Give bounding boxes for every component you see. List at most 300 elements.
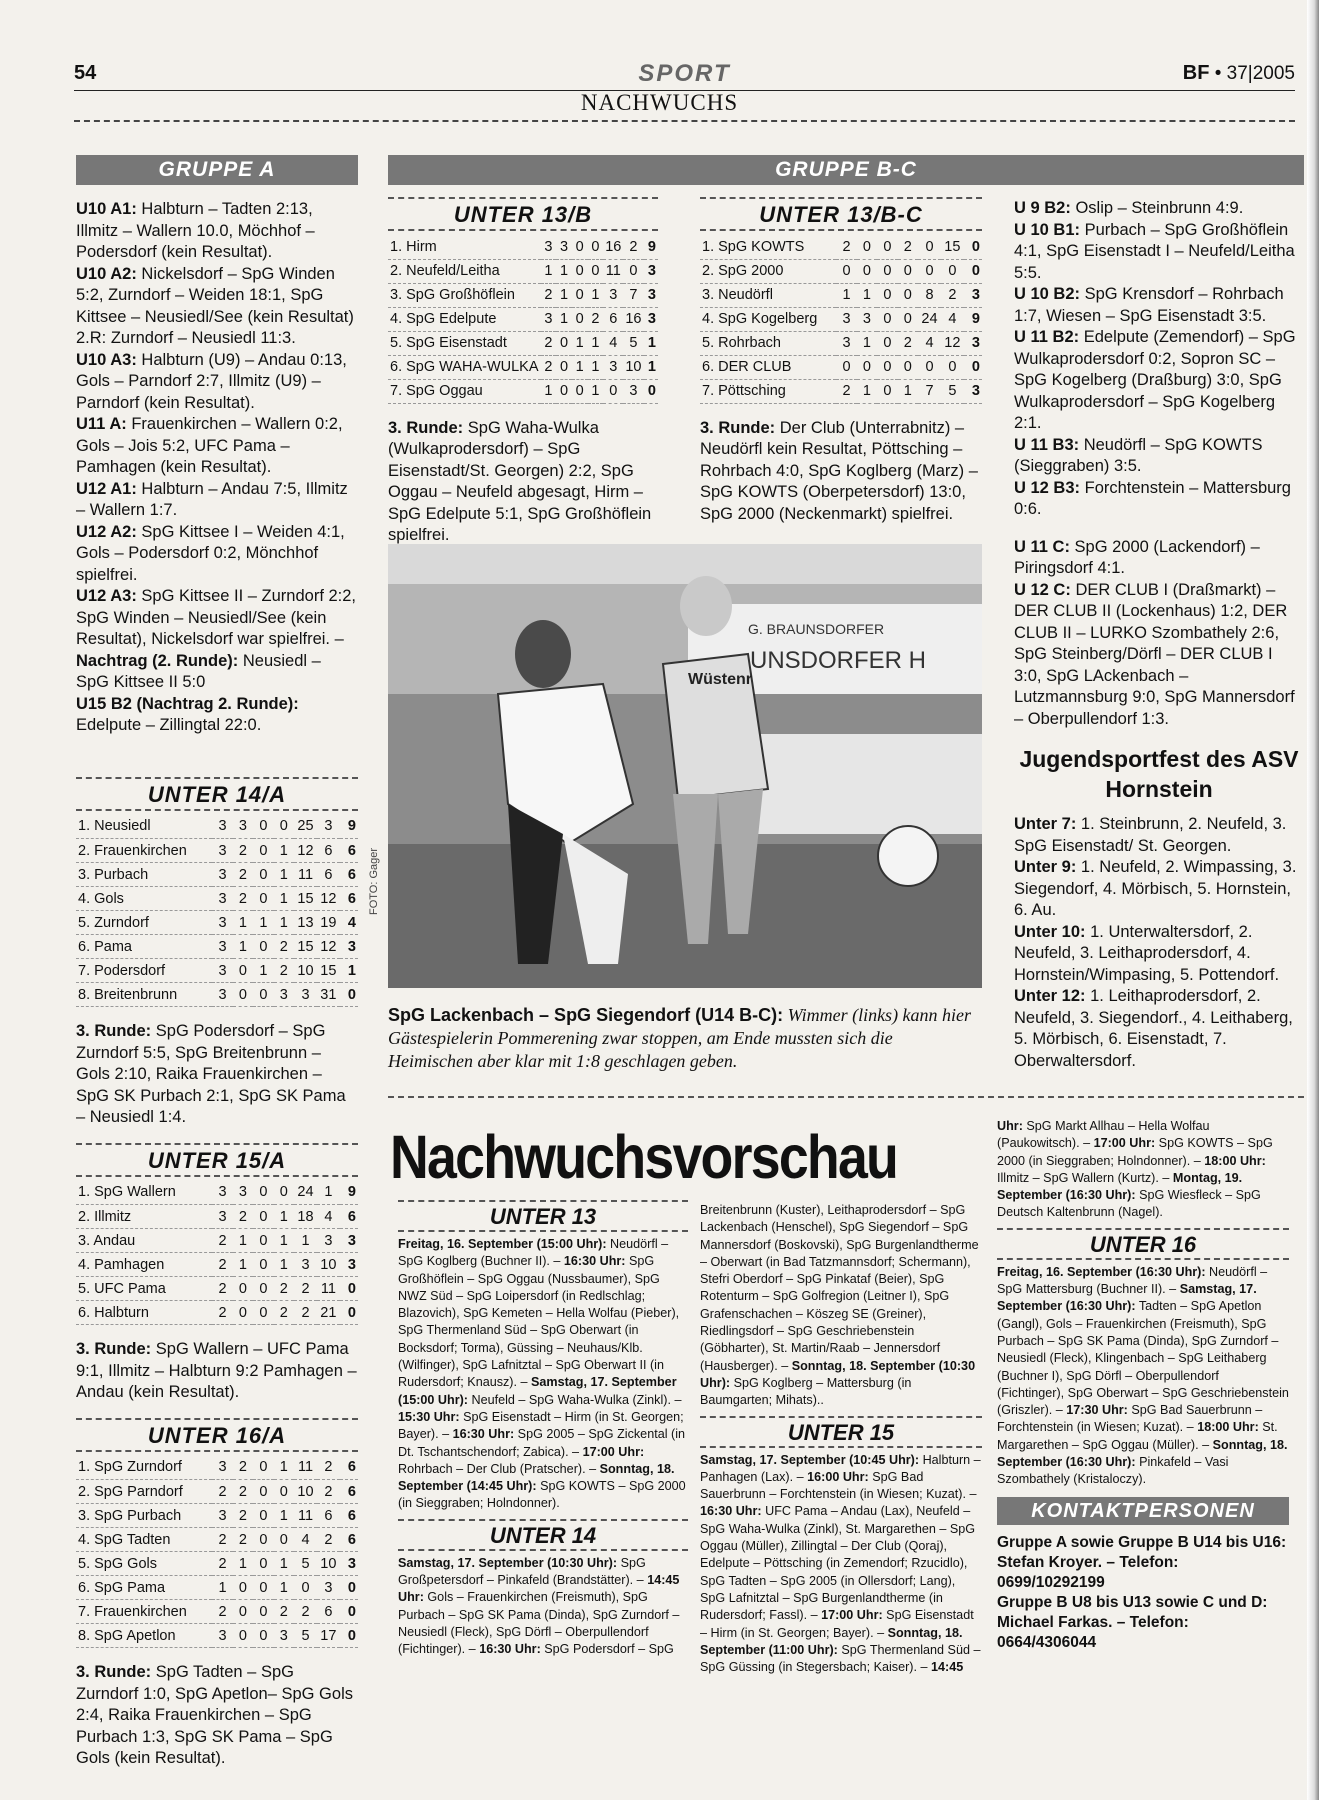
team-name: 5. Zurndorf: [76, 911, 212, 935]
stat-cell: 1: [274, 863, 294, 887]
stat-cell: 5: [623, 331, 643, 355]
round-results: 3. Runde: SpG Tadten – SpG Zurndorf 1:0, SpG Apetlon– SpG Gols 2:4, Raika Frauenkirchen – SpG Purbach 1:3, SpG SK Pama – SpG Gols (kein Resultat).: [76, 1663, 353, 1767]
stat-cell: 2: [274, 935, 294, 959]
stat-cell: 1: [644, 355, 659, 379]
gruppe-a-paragraph: U10 A3: Halbturn (U9) – Andau 0:13, Gols – Parndorf 2:7, Illmitz (U9) – Parndorf (kein Resultat).: [76, 350, 347, 412]
stat-cell: 0: [253, 1528, 273, 1552]
stat-cell: 1: [253, 959, 273, 983]
stat-cell: 6: [317, 1504, 340, 1528]
stat-cell: 1: [233, 1229, 253, 1253]
stat-cell: 12: [294, 839, 317, 863]
stat-cell: 0: [964, 259, 982, 283]
table-row: [76, 1205, 358, 1229]
stat-cell: 1: [588, 283, 604, 307]
gruppe-a-paragraph: U10 A1: Halbturn – Tadten 2:13, Illmitz – Wallern 10.0, Möchhof – Podersdorf (kein Resultat).: [76, 200, 315, 261]
round-results: 3. Runde: Der Club (Unterrabnitz) – Neudörfl kein Resultat, Pöttsching – Rohrbach 4:0, SpG Koglberg (Marz) – SpG KOWTS (Oberpetersdorf) 13:0, SpG 2000 (Neckenmarkt) spielfrei.: [700, 418, 978, 523]
u15-fixtures-cont: Uhr: SpG Markt Allhau – Hella Wolfau (Paukowitsch). – 17:00 Uhr: SpG KOWTS – SpG 2000 (in Sieggraben; Holndonner). – 18:00 Uhr: Illmitz – SpG Wallern (Kurtz). – Montag, 19. September (16:30 Uhr): SpG Wiesfleck – SpG Deutsch Kaltenbrunn (Nagel).: [997, 1119, 1273, 1220]
team-name: 2. SpG Parndorf: [76, 1480, 212, 1504]
u15-header: UNTER 15: [700, 1416, 982, 1448]
standings-table: [76, 1456, 358, 1649]
table-row: [700, 283, 982, 307]
table-row: [76, 935, 358, 959]
stat-cell: 2: [212, 1600, 232, 1624]
stat-cell: 1: [644, 331, 659, 355]
team-name: 5. SpG Eisenstadt: [388, 331, 541, 355]
stat-cell: 0: [877, 283, 897, 307]
team-name: 7. SpG Oggau: [388, 379, 541, 403]
right-b-paragraph: U 9 B2: Oslip – Steinbrunn 4:9.: [1014, 199, 1244, 217]
stat-cell: 3: [964, 331, 982, 355]
stat-cell: 3: [836, 331, 856, 355]
page-header: [74, 56, 1295, 90]
stat-cell: 0: [572, 307, 588, 331]
stat-cell: 0: [340, 1600, 358, 1624]
stat-cell: 0: [253, 983, 273, 1007]
stat-cell: 2: [212, 1229, 232, 1253]
table-row: [700, 235, 982, 259]
stat-cell: 0: [233, 983, 253, 1007]
stat-cell: 6: [340, 839, 358, 863]
stat-cell: 25: [294, 815, 317, 839]
team-name: 6. SpG WAHA-WULKA: [388, 355, 541, 379]
stat-cell: 2: [212, 1528, 232, 1552]
section-title: SPORT: [638, 60, 731, 87]
stat-cell: 0: [588, 259, 604, 283]
stat-cell: 0: [253, 1301, 273, 1325]
stat-cell: 0: [253, 1576, 273, 1600]
stat-cell: 2: [294, 1277, 317, 1301]
team-name: 4. SpG Kogelberg: [700, 307, 836, 331]
stat-cell: 0: [253, 1600, 273, 1624]
table-row: [700, 379, 982, 403]
table-row: [76, 1456, 358, 1480]
stat-cell: 6: [340, 1205, 358, 1229]
stat-cell: 0: [253, 1253, 273, 1277]
table-row: [76, 1181, 358, 1205]
stat-cell: 2: [317, 1480, 340, 1504]
stat-cell: 4: [941, 307, 964, 331]
stat-cell: 12: [317, 887, 340, 911]
table-title: UNTER 14/A: [76, 777, 358, 811]
stat-cell: 31: [317, 983, 340, 1007]
stat-cell: 3: [541, 307, 557, 331]
stat-cell: 0: [556, 379, 572, 403]
stat-cell: 2: [941, 283, 964, 307]
stat-cell: 2: [836, 379, 856, 403]
round-results: 3. Runde: SpG Podersdorf – SpG Zurndorf 5:5, SpG Breitenbrunn – Gols 2:10, Raika Frauenkirchen – SpG SK Purbach 2:1, SpG SK Pama – Neusiedl 1:4.: [76, 1022, 346, 1126]
table-u14a: [76, 777, 358, 1129]
u14-header: UNTER 14: [398, 1519, 688, 1551]
stat-cell: 0: [898, 355, 918, 379]
gruppe-a-paragraph: U11 A: Frauenkirchen – Wallern 0:2, Gols – Jois 5:2, UFC Pama – Pamhagen (kein Resultat).: [76, 415, 343, 476]
stat-cell: 16: [603, 235, 623, 259]
stat-cell: 0: [253, 1229, 273, 1253]
right-results-b: [1014, 198, 1304, 521]
stat-cell: 3: [294, 1253, 317, 1277]
stat-cell: 24: [294, 1181, 317, 1205]
stat-cell: 0: [253, 839, 273, 863]
jugend-paragraph: Unter 10: 1. Unterwaltersdorf, 2. Neufeld, 3. Leithaprodersdorf, 4. Hornstein/Wimpasing, 5. Pottendorf.: [1014, 922, 1280, 984]
stat-cell: 0: [274, 1528, 294, 1552]
stat-cell: 0: [877, 235, 897, 259]
stat-cell: 0: [233, 1600, 253, 1624]
stat-cell: 11: [294, 1456, 317, 1480]
stat-cell: 11: [317, 1277, 340, 1301]
round-results: 3. Runde: SpG Waha-Wulka (Wulkaprodersdorf) – SpG Eisenstadt/St. Georgen) 2:2, SpG Oggau – Neufeld abgesagt, Hirm – SpG Edelpute 5:1, SpG Großhöflein spielfrei.: [388, 418, 652, 544]
stat-cell: 2: [836, 235, 856, 259]
photo-credit: FOTO: Gager: [368, 847, 380, 915]
table-title: UNTER 13/B-C: [700, 197, 982, 231]
table-row: [76, 959, 358, 983]
kontakt-line-1: Gruppe A sowie Gruppe B U14 bis U16: Stefan Kroyer. – Telefon:: [997, 1533, 1287, 1571]
page-number: 54: [74, 62, 97, 84]
stat-cell: 2: [233, 1528, 253, 1552]
stat-cell: 2: [212, 1277, 232, 1301]
team-name: 3. Purbach: [76, 863, 212, 887]
stat-cell: 0: [253, 863, 273, 887]
stat-cell: 2: [233, 839, 253, 863]
stat-cell: 0: [964, 355, 982, 379]
gruppe-a-paragraph: U12 A3: SpG Kittsee II – Zurndorf 2:2, SpG Winden – Neusiedl/See (kein Resultat), Nickelsdorf war spielfrei. –: [76, 587, 357, 648]
stat-cell: 4: [603, 331, 623, 355]
stat-cell: 1: [274, 887, 294, 911]
stat-cell: 5: [294, 1624, 317, 1648]
standings-table: [700, 235, 982, 404]
stat-cell: 1: [274, 1504, 294, 1528]
team-name: 5. SpG Gols: [76, 1552, 212, 1576]
table-title: UNTER 16/A: [76, 1418, 358, 1452]
kontakt-line-2: Gruppe B U8 bis U13 sowie C und D: Michael Farkas. – Telefon:: [997, 1593, 1268, 1631]
stat-cell: 3: [212, 1181, 232, 1205]
shirt-text: Wüstenr: [688, 671, 752, 688]
stat-cell: 0: [836, 259, 856, 283]
stat-cell: 3: [603, 283, 623, 307]
team-name: 2. Neufeld/Leitha: [388, 259, 541, 283]
u14-fixtures: Samstag, 17. September (10:30 Uhr): SpG Großpetersdorf – Pinkafeld (Brandstätter). – 14:45 Uhr: Gols – Frauenkirchen (Freismuth), SpG Purbach – SpG SK Pama (Dinda), SpG Zurndorf – Neusiedl (Fleck), SpG Dörfl – Oberpullendorf (Fichtinger). – 16:30 Uhr: SpG Podersdorf – SpG: [398, 1555, 680, 1657]
stat-cell: 0: [857, 355, 877, 379]
stat-cell: 1: [857, 379, 877, 403]
team-name: 3. Neudörfl: [700, 283, 836, 307]
stat-cell: 6: [340, 1528, 358, 1552]
team-name: 6. SpG Pama: [76, 1576, 212, 1600]
stat-cell: 2: [233, 863, 253, 887]
stat-cell: 3: [212, 839, 232, 863]
right-c-paragraph: U 11 C: SpG 2000 (Lackendorf) – Piringsdorf 4:1.: [1014, 537, 1260, 577]
jugend-paragraph: Unter 9: 1. Neufeld, 2. Wimpassing, 3. Siegendorf, 4. Mörbisch, 5. Hornstein, 6. Au.: [1014, 858, 1297, 919]
stat-cell: 0: [603, 379, 623, 403]
stat-cell: 5: [941, 379, 964, 403]
stat-cell: 3: [274, 983, 294, 1007]
stat-cell: 6: [340, 1456, 358, 1480]
team-name: 3. SpG Großhöflein: [388, 283, 541, 307]
stat-cell: 0: [623, 259, 643, 283]
stat-cell: 1: [233, 911, 253, 935]
table-row: [76, 839, 358, 863]
stat-cell: 24: [918, 307, 941, 331]
table-u16a: [76, 1418, 358, 1770]
stat-cell: 12: [317, 935, 340, 959]
stat-cell: 2: [233, 1504, 253, 1528]
gruppe-a-paragraph: U12 A2: SpG Kittsee I – Weiden 4:1, Gols – Podersdorf 0:2, Mönchhof spielfrei.: [76, 522, 345, 584]
right-b-paragraph: U 10 B2: SpG Krensdorf – Rohrbach 1:7, Wiesen – SpG Eisenstadt 3:5.: [1014, 285, 1284, 325]
subsection-title: NACHWUCHS: [580, 90, 739, 115]
team-name: 2. SpG 2000: [700, 259, 836, 283]
stat-cell: 19: [317, 911, 340, 935]
stat-cell: 1: [233, 1253, 253, 1277]
stat-cell: 0: [877, 259, 897, 283]
stat-cell: 3: [212, 959, 232, 983]
team-name: 1. Hirm: [388, 235, 541, 259]
stat-cell: 3: [233, 815, 253, 839]
stat-cell: 2: [294, 1301, 317, 1325]
table-title: UNTER 13/B: [388, 197, 658, 231]
match-photo: [388, 544, 982, 988]
team-name: 4. Gols: [76, 887, 212, 911]
photo-caption: SpG Lackenbach – SpG Siegendorf (U14 B-C): Wimmer (links) kann hier Gästespielerin Pommerening zwar stoppen, am Ende mussten sich die Heimischen aber klar mit 1:8 geschlagen geben.: [388, 1005, 972, 1071]
table-row: [76, 983, 358, 1007]
page-fold: [1307, 0, 1319, 1800]
stat-cell: 10: [623, 355, 643, 379]
stat-cell: 1: [898, 379, 918, 403]
stat-cell: 2: [588, 307, 604, 331]
stat-cell: 3: [212, 863, 232, 887]
stat-cell: 3: [212, 815, 232, 839]
stat-cell: 13: [294, 911, 317, 935]
stat-cell: 10: [317, 1552, 340, 1576]
stat-cell: 3: [340, 1552, 358, 1576]
jugend-paragraph: Unter 12: 1. Leithaprodersdorf, 2. Neufeld, 3. Siegendorf., 4. Leithaberg, 5. Mörbisch, 6. Eisenstadt, 7. Oberwaltersdorf.: [1014, 987, 1293, 1070]
stat-cell: 3: [212, 1624, 232, 1648]
table-row: [76, 1576, 358, 1600]
gruppe-a-paragraph: U15 B2 (Nachtrag 2. Runde): Edelpute – Zillingtal 22:0.: [76, 694, 299, 734]
stat-cell: 2: [898, 235, 918, 259]
stat-cell: 3: [340, 1229, 358, 1253]
stat-cell: 3: [317, 1576, 340, 1600]
table-row: [388, 379, 658, 403]
table-row: [388, 355, 658, 379]
stat-cell: 0: [253, 887, 273, 911]
right-c-paragraph: U 12 C: DER CLUB I (Draßmarkt) – DER CLUB II (Lockenhaus) 1:2, DER CLUB II – LURKO Szombathely 2:6, SpG Steinberg/Dörfl – DER CLUB I 3:0, SpG LAckenbach – Lutzmannsburg 9:0, SpG Mannersdorf – Oberpullendorf 1:3.: [1014, 580, 1295, 728]
stat-cell: 2: [212, 1480, 232, 1504]
stat-cell: 2: [898, 331, 918, 355]
stat-cell: 0: [572, 235, 588, 259]
stat-cell: 1: [233, 1552, 253, 1576]
stat-cell: 8: [918, 283, 941, 307]
table-row: [76, 1253, 358, 1277]
stat-cell: 2: [317, 1456, 340, 1480]
vorschau-divider: [388, 1096, 1304, 1098]
stat-cell: 1: [857, 331, 877, 355]
stat-cell: 1: [274, 911, 294, 935]
team-name: 2. Illmitz: [76, 1205, 212, 1229]
stat-cell: 11: [603, 259, 623, 283]
stat-cell: 0: [274, 1181, 294, 1205]
stat-cell: 0: [274, 815, 294, 839]
team-name: 3. Andau: [76, 1229, 212, 1253]
stat-cell: 15: [317, 959, 340, 983]
banner-text-1: G. BRAUNSDORFER: [748, 621, 885, 637]
stat-cell: 0: [556, 355, 572, 379]
stat-cell: 1: [253, 911, 273, 935]
stat-cell: 3: [603, 355, 623, 379]
table-row: [700, 259, 982, 283]
stat-cell: 4: [294, 1528, 317, 1552]
stat-cell: 1: [572, 355, 588, 379]
stat-cell: 3: [212, 935, 232, 959]
stat-cell: 21: [317, 1301, 340, 1325]
stat-cell: 6: [340, 1504, 358, 1528]
jugend-paragraph: Unter 7: 1. Steinbrunn, 2. Neufeld, 3. SpG Eisenstadt/ St. Georgen.: [1014, 815, 1287, 855]
stat-cell: 0: [233, 1277, 253, 1301]
column-u13bc: [700, 180, 982, 525]
stat-cell: 9: [340, 1181, 358, 1205]
team-name: 1. SpG KOWTS: [700, 235, 836, 259]
stat-cell: 1: [572, 331, 588, 355]
team-name: 1. SpG Wallern: [76, 1181, 212, 1205]
stat-cell: 0: [644, 379, 659, 403]
table-row: [76, 1528, 358, 1552]
right-b-paragraph: U 11 B3: Neudörfl – SpG KOWTS (Sieggraben) 3:5.: [1014, 435, 1263, 475]
stat-cell: 2: [541, 355, 557, 379]
stat-cell: 18: [294, 1205, 317, 1229]
stat-cell: 17: [317, 1624, 340, 1648]
stat-cell: 3: [294, 983, 317, 1007]
column-left: [76, 155, 358, 1770]
table-row: [388, 235, 658, 259]
stat-cell: 3: [317, 815, 340, 839]
stat-cell: 3: [857, 307, 877, 331]
stat-cell: 0: [253, 1480, 273, 1504]
table-row: [76, 1480, 358, 1504]
kontakt-header: KONTAKTPERSONEN: [997, 1497, 1289, 1525]
team-name: 6. Pama: [76, 935, 212, 959]
stat-cell: 1: [317, 1181, 340, 1205]
standings-table: [388, 235, 658, 404]
team-name: 7. Podersdorf: [76, 959, 212, 983]
stat-cell: 2: [274, 1600, 294, 1624]
stat-cell: 0: [253, 935, 273, 959]
stat-cell: 0: [572, 379, 588, 403]
stat-cell: 0: [877, 331, 897, 355]
stat-cell: 4: [340, 911, 358, 935]
table-row: [76, 1277, 358, 1301]
stat-cell: 1: [274, 1229, 294, 1253]
stat-cell: 0: [836, 355, 856, 379]
stat-cell: 10: [317, 1253, 340, 1277]
table-row: [76, 1504, 358, 1528]
gruppe-a-paragraph: U10 A2: Nickelsdorf – SpG Winden 5:2, Zurndorf – Weiden 18:1, SpG Kittsee – Neusiedl/See (kein Resultat) 2.R: Zurndorf – Neusiedl 11:3.: [76, 264, 354, 347]
stat-cell: 0: [340, 1576, 358, 1600]
gruppe-a-results: [76, 199, 358, 737]
stat-cell: 12: [941, 331, 964, 355]
stat-cell: 3: [556, 235, 572, 259]
stat-cell: 0: [556, 331, 572, 355]
stat-cell: 1: [274, 1253, 294, 1277]
stat-cell: 0: [233, 1576, 253, 1600]
table-u13bc: [700, 197, 982, 525]
table-row: [76, 815, 358, 839]
issue-info: BF • 37|2005: [1182, 62, 1295, 84]
team-name: 7. Frauenkirchen: [76, 1600, 212, 1624]
stat-cell: 1: [274, 1552, 294, 1576]
stat-cell: 0: [233, 1301, 253, 1325]
stat-cell: 7: [918, 379, 941, 403]
stat-cell: 1: [588, 331, 604, 355]
u16-fixtures: Freitag, 16. September (16:30 Uhr): Neudörfl – SpG Mattersburg (Buchner II). – Samstag, 17. September (16:30 Uhr): Tadten – SpG Apetlon (Gangl), Gols – Frauenkirchen (Freismuth), SpG Purbach – SpG SK Pama (Dinda), SpG Zurndorf – Neusiedl (Fleck), Klingenbach – SpG Leithaberg (Buchner I), SpG Dörfl – Oberpullendorf (Fichtinger), SpG Oberwart – SpG Geschriebenstein (Griszler). – 17:30 Uhr: SpG Bad Sauerbrunn – Forchtenstein (in Wiesen; Kuzat). – 18:00 Uhr: St. Margarethen – SpG Oggau (Müller). – Sonntag, 18. September (16:30 Uhr): Pinkafeld – Vasi Szombathely (Kristaloczy).: [997, 1264, 1289, 1487]
table-row: [76, 1624, 358, 1648]
stat-cell: 6: [317, 839, 340, 863]
stat-cell: 3: [340, 1253, 358, 1277]
stat-cell: 2: [317, 1528, 340, 1552]
stat-cell: 0: [253, 1277, 273, 1301]
stat-cell: 4: [317, 1205, 340, 1229]
u15-fixtures: Samstag, 17. September (10:45 Uhr): Halbturn – Panhagen (Lax). – 16:00 Uhr: SpG Bad Sauerbrunn – Forchtenstein (in Wiesen; Kuzat). – 16:30 Uhr: UFC Pama – Andau (Lax), Neufeld – SpG Waha-Wulka (Zinkl), St. Margarethen – SpG Oggau (Müller), Zillingtal – Der Club (Qoraj), Edelpute – Pöttsching (in Zemendorf; Rzucidlo), SpG Tadten – SpG 2005 (in Ollersdorf; Lang), SpG Lafnitztal – SpG Burgenlandtherme (in Rudersdorf; Fassl). – 17:00 Uhr: SpG Eisenstadt – Hirm (in St. Georgen; Bayer). – Sonntag, 18. September (11:00 Uhr): SpG Thermenland Süd – SpG Güssing (in Stegersbach; Kaiser). – 14:45: [700, 1452, 981, 1675]
stat-cell: 0: [588, 235, 604, 259]
stat-cell: 3: [964, 379, 982, 403]
gruppe-a-paragraph: Nachtrag (2. Runde): Neusiedl – SpG Kittsee II 5:0: [76, 651, 321, 691]
table-title: UNTER 15/A: [76, 1143, 358, 1177]
stat-cell: 7: [623, 283, 643, 307]
stat-cell: 2: [233, 887, 253, 911]
gruppe-a-paragraph: U12 A1: Halbturn – Andau 7:5, Illmitz – Wallern 1:7.: [76, 479, 348, 519]
stat-cell: 0: [877, 355, 897, 379]
right-b-paragraph: U 12 B3: Forchtenstein – Mattersburg 0:6.: [1014, 478, 1291, 518]
stat-cell: 3: [340, 935, 358, 959]
stat-cell: 1: [588, 379, 604, 403]
stat-cell: 0: [253, 1504, 273, 1528]
stat-cell: 1: [556, 259, 572, 283]
stat-cell: 2: [212, 1301, 232, 1325]
stat-cell: 2: [233, 1456, 253, 1480]
column-u13b: [388, 180, 658, 547]
stat-cell: 0: [340, 1301, 358, 1325]
stat-cell: 2: [623, 235, 643, 259]
stat-cell: 1: [556, 283, 572, 307]
stat-cell: 3: [541, 235, 557, 259]
stat-cell: 0: [918, 235, 941, 259]
stat-cell: 1: [340, 959, 358, 983]
right-results-c: [1014, 537, 1304, 731]
stat-cell: 10: [294, 1480, 317, 1504]
stat-cell: 0: [898, 307, 918, 331]
right-b-paragraph: U 11 B2: Edelpute (Zemendorf) – SpG Wulkaprodersdorf 0:2, Sopron SC – SpG Kogelberg (Draßburg) 3:0, SpG Wulkaprodersdorf – SpG Kogelberg 2:1.: [1014, 328, 1296, 432]
stat-cell: 1: [233, 935, 253, 959]
stat-cell: 0: [340, 1624, 358, 1648]
jugend-results: [1014, 814, 1304, 1072]
stat-cell: 0: [941, 355, 964, 379]
stat-cell: 4: [918, 331, 941, 355]
stat-cell: 6: [317, 863, 340, 887]
photo-illustration: [388, 544, 982, 988]
table-row: [76, 911, 358, 935]
stat-cell: 3: [212, 1456, 232, 1480]
stat-cell: 0: [233, 959, 253, 983]
stat-cell: 1: [541, 259, 557, 283]
kontakt-body: [997, 1533, 1289, 1653]
stat-cell: 0: [857, 259, 877, 283]
table-row: [76, 1600, 358, 1624]
stat-cell: 11: [294, 1504, 317, 1528]
team-name: 1. Neusiedl: [76, 815, 212, 839]
gruppe-bc-header: GRUPPE B-C: [388, 155, 1304, 185]
stat-cell: 16: [623, 307, 643, 331]
standings-table: [76, 1181, 358, 1326]
u13-fixtures: Freitag, 16. September (15:00 Uhr): Neudörfl – SpG Koglberg (Buchner II). – 16:30 Uhr: SpG Großhöflein – SpG Oggau (Nussbaumer), SpG NWZ Süd – SpG Loipersdorf (in Redlschlag; Blazovich), SpG Kemeten – Hella Wolfau (Pieber), SpG Thermenland Süd – SpG Oberwart (in Bocksdorf; Torma), Güssing – Neuhaus/Klb. (Wilfinger), SpG Lafnitztal – SpG Oberwart II (in Rudersdorf; Knausz). – Samstag, 17. September (15:00 Uhr): Neufeld – SpG Waha-Wulka (Zinkl). – 15:30 Uhr: SpG Eisenstadt – Hirm (in St. Georgen; Bayer). – 16:30 Uhr: SpG 2005 – SpG Zickental (in Dt. Tschantschendorf; Zabica). – 17:00 Uhr: Rohrbach – Der Club (Pratscher). – Sonntag, 18. September (14:45 Uhr): SpG KOWTS – SpG 2000 (in Sieggraben; Holndonner).: [398, 1237, 686, 1511]
stat-cell: 0: [918, 355, 941, 379]
table-row: [700, 331, 982, 355]
vorschau-title: Nachwuchsvorschau: [390, 1123, 898, 1191]
vorschau-col3: [997, 1118, 1289, 1653]
